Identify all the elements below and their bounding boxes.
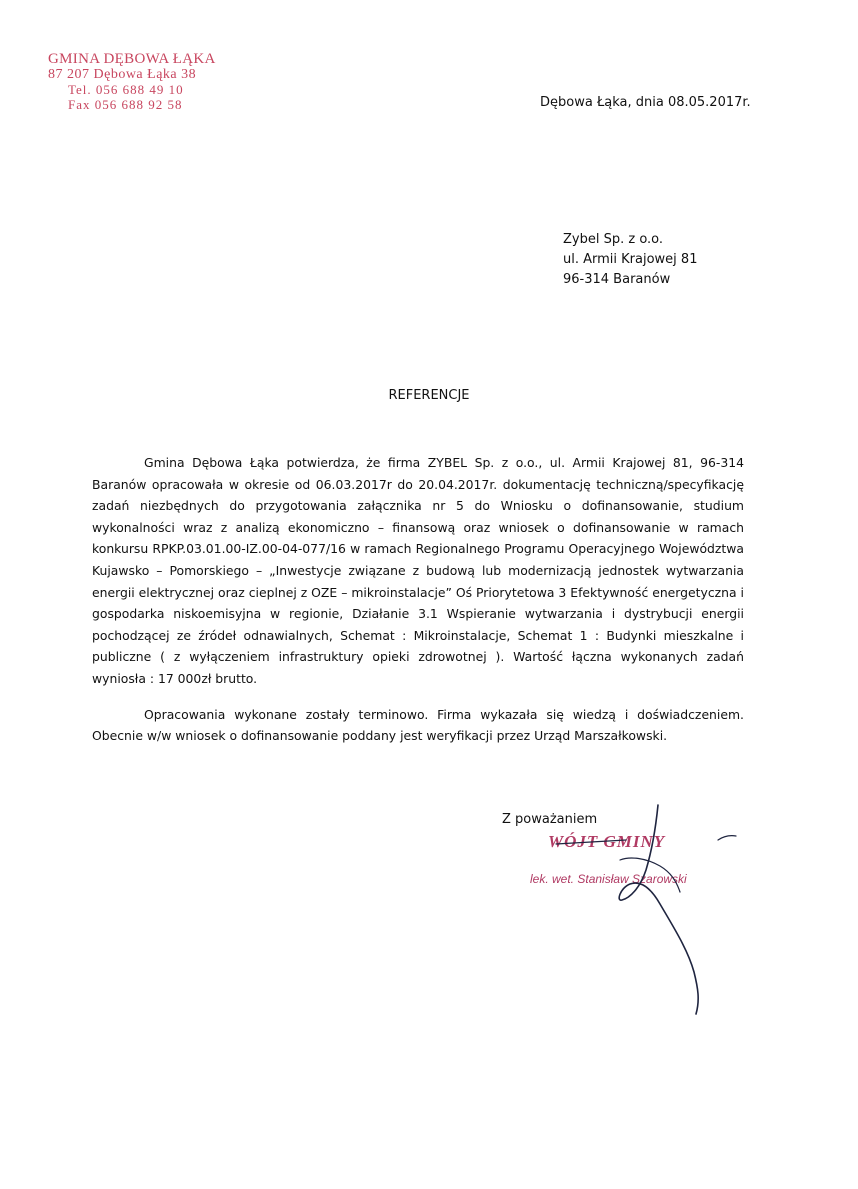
signature-stamp-name: lek. wet. Stanisław Szarowski: [530, 872, 687, 886]
recipient-street: ul. Armii Krajowej 81: [563, 252, 698, 267]
document-heading: REFERENCJE: [388, 388, 470, 403]
body-paragraph-2: Opracowania wykonane zostały terminowo. Firma wykazała się wiedzą i doświadczeniem. Obecnie w/w wniosek o dofinansowanie poddany jest weryfikacji przez Urząd Marszałkowski.: [92, 706, 744, 744]
body-paragraph-1: Gmina Dębowa Łąka potwierdza, że firma ZYBEL Sp. z o.o., ul. Armii Krajowej 81, 96-314 Baranów opracowała w okresie od 06.03.2017r do 20.04.2017r. dokumentację techniczną/specyfikację zadań niezbędnych do przygotowania załącznika nr 5 do Wniosku o dofinansowanie, studium wykonalności wraz z analizą ekonomiczno – finansową oraz wniosek o dofinansowanie w ramach konkursu RPKP.03.01.00-IZ.00-04-077/16 w ramach Regionalnego Programu Operacyjnego Województwa Kujawsko – Pomorskiego – „Inwestycje związane z budową lub modernizacją jednostek wytwarzania energii elektrycznej oraz cieplnej z OZE – mikroinstalacje” Oś Priorytetowa 3 Efektywność energetyczna i gospodarka niskoemisyjna w regionie, Działanie 3.1 Wspieranie wytwarzania i dystrybucji energii pochodzącej ze źródeł odnawialnych, Schemat : Mikroinstalacje, Schemat 1 : Budynki mieszkalne i publiczne ( z wyłączeniem infrastruktury opieki zdrowotnej ). Wartość łączna wykonanych zadań wyniosła : 17 000zł brutto.: [92, 455, 744, 686]
handwritten-signature: [470, 800, 760, 1020]
recipient-company: Zybel Sp. z o.o.: [563, 232, 664, 247]
stamp-line-fax: Fax 056 688 92 58: [68, 97, 183, 112]
stamp-line-phone: Tel. 056 688 49 10: [68, 82, 184, 97]
recipient-city: 96-314 Baranów: [563, 272, 671, 287]
stamp-line-address: 87 207 Dębowa Łąka 38: [48, 67, 197, 82]
date-line: Dębowa Łąka, dnia 08.05.2017r.: [540, 95, 751, 110]
closing-line: Z poważaniem: [502, 812, 598, 827]
recipient-address: [563, 230, 697, 290]
municipality-stamp: [48, 52, 216, 112]
stamp-line-name: GMINA DĘBOWA ŁĄKA: [48, 51, 216, 67]
signature-stamp-title: WÓJT GMINY: [548, 832, 666, 851]
letter-body: [92, 452, 744, 747]
signature-block: [470, 800, 760, 1020]
